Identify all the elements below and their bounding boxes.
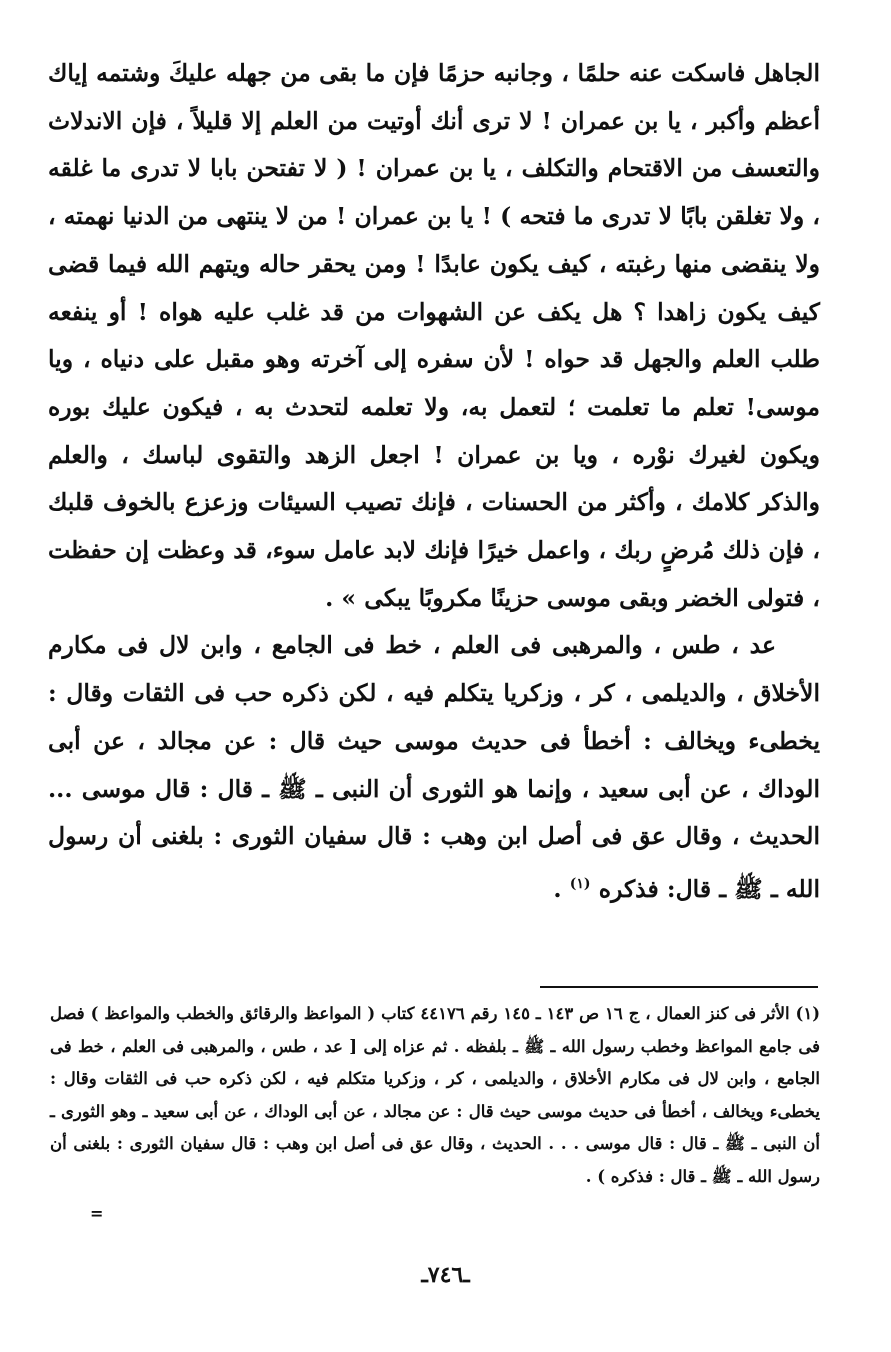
footnote-continuation-mark: =	[90, 1204, 104, 1223]
paragraph-sources	[48, 622, 820, 913]
footnote-reference: (١)	[569, 875, 591, 892]
main-text	[48, 50, 820, 913]
footnote-1: (١) الأثر فى كنز العمال ، ج ١٦ ص ١٤٣ ـ ١٤٥ رقم ٤٤١٧٦ كتاب ( المواعظ والرقائق والخطب والمواعظ ) فصل فى جامع المواعظ وخطب رسول الله ـ ﷺ ـ بلفظه . ثم عزاه إلى [ عد ، طس ، والمرهبى فى العلم ، خط فى الجامع ، وابن لال فى مكارم الأخلاق ، والديلمى ، كر ، وزكريا متكلم فيه ، لكن ذكره حب فى الثقات وقال : يخطىء ويخالف ، أخطأ فى حديث موسى حيث قال : عن مجالد ، عن أبى الوداك ، عن أبى سعيد ـ وهو الثورى ـ أن النبى ـ ﷺ ـ قال : قال موسى . . . الحديث ، وقال عق فى أصل ابن وهب : قال سفيان الثورى : بلغنى أن رسول الله ـ ﷺ ـ قال : فذكره ) .	[50, 1004, 821, 1186]
sources-text: عد ، طس ، والمرهبى فى العلم ، خط فى الجامع ، وابن لال فى مكارم الأخلاق ، والديلمى ، كر ، وزكريا يتكلم فيه ، لكن ذكره حب فى الثقات وقال : يخطىء ويخالف : أخطأ فى حديث موسى حيث قال : عن مجالد ، عن أبى الوداك ، عن أبى سعيد ، وإنما هو الثورى أن النبى ـ ﷺ ـ قال : قال موسى ... الحديث ، وقال عق فى أصل ابن وهب : قال سفيان الثورى : بلغنى أن رسول الله ـ ﷺ ـ قال: فذكره	[48, 631, 820, 903]
footnote-divider	[540, 986, 818, 988]
page-number: ـ٧٤٦ـ	[421, 1262, 470, 1288]
end-mark: .	[553, 874, 570, 903]
footnote-area	[50, 998, 820, 1194]
paragraph-hadith: الجاهل فاسكت عنه حلمًا ، وجانبه حزمًا فإن ما بقى من جهله عليكَ وشتمه إياك أعظم وأكبر ، يا بن عمران ! لا ترى أنك أوتيت من العلم إلا قليلاً ، فإن الاندلاث والتعسف من الاقتحام والتكلف ، يا بن عمران ! ( لا تفتحن بابا لا تدرى ما غلقه ، ولا تغلقن بابًا لا تدرى ما فتحه ) ! يا بن عمران ! من لا ينتهى من الدنيا نهمته ، ولا ينقضى منها رغبته ، كيف يكون عابدًا ! ومن يحقر حاله ويتهم الله فيما قضى كيف يكون زاهدا ؟ هل يكف عن الشهوات من قد غلب عليه هواه ! أو ينفعه طلب العلم والجهل قد حواه ! لأن سفره إلى آخرته وهو مقبل على دنياه ، ويا موسى! تعلم ما تعلمت ؛ لتعمل به، ولا تعلمه لتحدث به ، فيكون عليك بوره ويكون لغيرك نوْره ، ويا بن عمران ! اجعل الزهد والتقوى لباسك ، والعلم والذكر كلامك ، وأكثر من الحسنات ، فإنك تصيب السيئات وزعزع بالخوف قلبك ، فإن ذلك مُرضٍ ربك ، واعمل خيرًا فإنك لابد عامل سوء، قد وعظت إن حفظت ، فتولى الخضر وبقى موسى حزينًا مكروبًا يبكى » .	[48, 59, 820, 612]
